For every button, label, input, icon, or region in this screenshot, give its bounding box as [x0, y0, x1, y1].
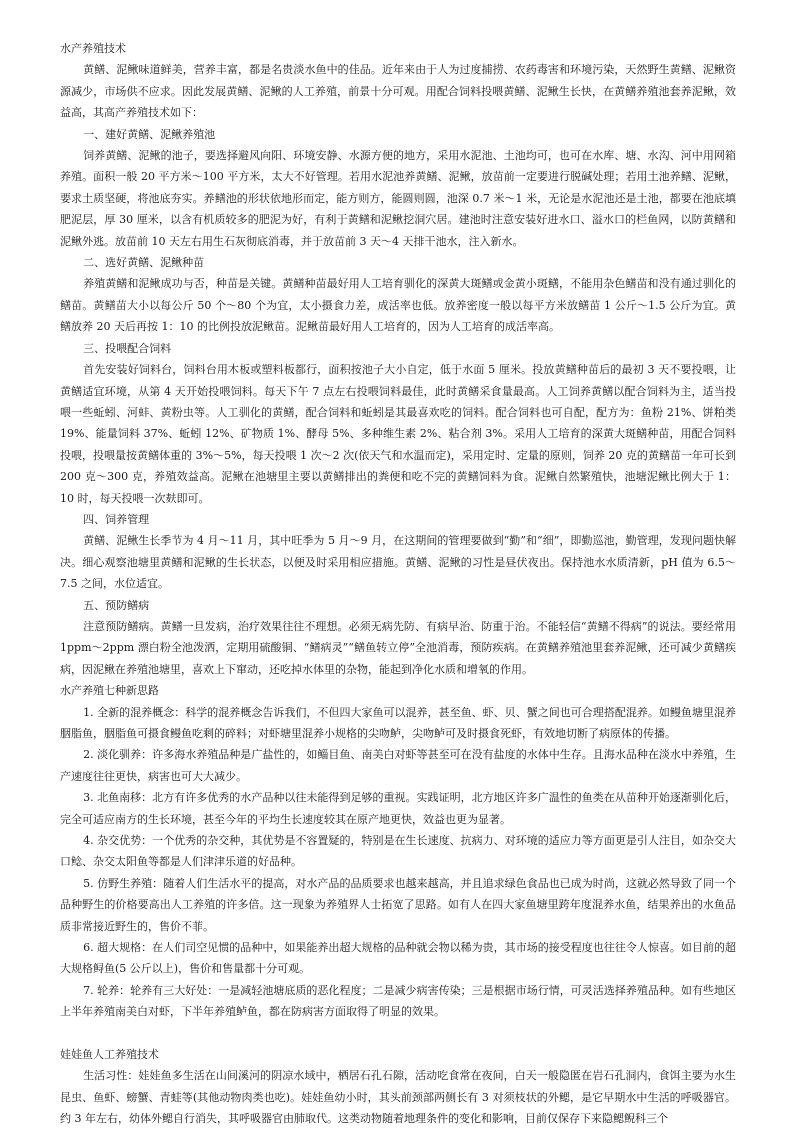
list-item: 3. 北鱼南移：北方有许多优秀的水产品种以往未能得到足够的重视。实践证明，北方地区许多广温性的鱼类在从苗种开始逐渐驯化后，完全可适应南方的生长环境，甚至今年的平均生长速度较其在原产地更快，效益也更为显著。: [60, 791, 736, 826]
section-heading-1: 一、建好黄鳝、泥鳅养殖池: [83, 127, 216, 141]
section-heading-2: 二、选好黄鳝、泥鳅种苗: [83, 256, 205, 270]
section-spacer: [60, 1023, 736, 1044]
section-body-5: 注意预防鳝病。黄鳝一旦发病，治疗效果往往不理想。必须无病先防、有病早治、防重于治。不能轻信“黄鳝不得病”的说法。要经常用 1ppm～2ppm 漂白粉全池泼洒，定期用硫酸铜、“鳝病灵”“鳝鱼转立停”全池消毒，预防疾病。在黄鳝养殖池里套养泥鳅，还可减少黄鳝疾病，因泥鳅在养殖池塘里，喜欢上下窜动，还吃掉水体里的杂物，能起到净化水质和增氧的作用。: [60, 619, 736, 676]
section-body-1: 饲养黄鳝、泥鳅的池子，要选择避风向阳、环境安静、水源方便的地方，采用水泥池、土池均可，也可在水库、塘、水沟、河中用网箱养殖。面积一般 20 平方米～100 平方米，太大不好管理。若用水泥池养黄鳝、泥鳅，放苗前一定要进行脱碱处理；若用土池养鳝、泥鳅，要求土质坚硬，将池底夯实。养鳝池的形状依地形而定，能方则方，能圆则圆，池深 0.7 米～1 米，无论是水泥池还是土池，都要在池底填肥泥层，厚 30 厘米，以含有机质较多的肥泥为好，有利于黄鳝和泥鳅挖洞穴居。建池时注意安装好进水口、溢水口的栏鱼网，以防黄鳝和泥鳅外逃。放苗前 10 天左右用生石灰彻底消毒，并于放苗前 3 天～4 天排干池水，注入新水。: [60, 149, 736, 248]
section-heading-3: 三、投喂配合饲料: [83, 341, 172, 355]
list-item: 4. 杂交优势：一个优秀的杂交种，其优势是不容置疑的，特别是在生长速度、抗病力、对环境的适应力等方面更是引人注目，如杂交大口鲶、杂交太阳鱼等都是人们津津乐道的好品种。: [60, 834, 736, 869]
section-heading-4: 四、饲养管理: [83, 512, 150, 526]
article-body-3: 生活习性：娃娃鱼多生活在山间溪河的阴凉水域中，栖居石孔石隙，活动吃食常在夜间，白天一般隐匿在岩石孔洞内，食饵主要为水生昆虫、鱼虾、螃蟹、青蛙等(其他动物肉类也吃)。娃娃鱼幼小时，其头前颈部两侧长有 3 对须枝状的外鳃，是它早期水中生活的呼吸器官。约 3 年左右，幼体外鳃自行消失，其呼吸器官由肺取代。这类动物随着地理条件的变化和影响，目前仅保存下来隐鳃鲵科三个: [60, 1069, 736, 1125]
article-title-3: 娃娃鱼人工养殖技术: [60, 1047, 159, 1061]
list-item: 5. 仿野生养殖：随着人们生活水平的提高，对水产品的品质要求也越来越高，并且追求绿色食品也已成为时尚，这就必然导致了同一个品种野生的价格要高出人工养殖的许多倍。这一现象为养殖界人士拓宽了思路。如有人在四大家鱼塘里跨年度混养水鱼，结果养出的水鱼品质非常接近野生的，售价不菲。: [60, 876, 736, 933]
section-body-2: 养殖黄鳝和泥鳅成功与否，种苗是关键。黄鳝种苗最好用人工培育驯化的深黄大斑鳝或金黄小斑鳝，不能用杂色鳝苗和没有通过驯化的鳝苗。黄鳝苗大小以每公斤 50 个～80 个为宜，太小摄食力差，成活率也低。放养密度一般以每平方米放鳝苗 1 公斤～1.5 公斤为宜。黄鳝放养 20 天后再按 1：10 的比例投放泥鳅苗。泥鳅苗最好用人工培育的，因为人工培育的成活率高。: [60, 277, 736, 334]
section-body-3: 首先安装好饲料台，饲料台用木板或塑料板都行，面积按池子大小自定，低于水面 5 厘米。投放黄鳝种苗后的最初 3 天不要投喂，让黄鳝适宜环境，从第 4 天开始投喂饲料。每天下午 7 点左右投喂饲料最佳，此时黄鳝采食量最高。人工饲养黄鳝以配合饲料为主，适当投喂一些蚯蚓、河蚌、黄粉虫等。人工驯化的黄鳝，配合饲料和蚯蚓是其最喜欢吃的饲料。配合饲料也可自配，配方为：鱼粉 21%、饼粕类 19%、能量饲料 37%、蚯蚓 12%、矿物质 1%、酵母 5%、多种维生素 2%、粘合剂 3%。采用人工培育的深黄大斑鳝种苗，用配合饲料投喂，投喂量按黄鳝体重的 3%～5%，每天投喂 1 次～2 次(依天气和水温而定)，采用定时、定量的原则，饲养 20 克的黄鳝苗一年可长到 200 克～300 克，养殖效益高。泥鳅在池塘里主要以黄鳝排出的粪便和吃不完的黄鳝饲料为食。泥鳅自然繁殖快，池塘泥鳅比例大于 1：10 时，每天投喂一次麸即可。: [60, 363, 736, 505]
section-heading-5: 五、预防鳝病: [83, 598, 150, 612]
section-body-4: 黄鳝、泥鳅生长季节为 4 月～11 月，其中旺季为 5 月～9 月，在这期间的管理要做到“勤”和“细”，即勤巡池，勤管理，发现问题快解决。细心观察池塘里黄鳝和泥鳅的生长状态，以便及时采用相应措施。黄鳝、泥鳅的习性是昼伏夜出。保持池水水质清新，pH 值为 6.5～7.5 之间，水位适宜。: [60, 534, 736, 591]
list-item: 7. 轮养：轮养有三大好处：一是减轻池塘底质的恶化程度；二是减少病害传染；三是根据市场行情，可灵活选择养殖品种。如有些地区上半年养殖南美白对虾，下半年养殖鲈鱼，都在防病害方面取得了明显的效果。: [60, 983, 736, 1019]
list-item: 1. 全新的混养概念：科学的混养概念告诉我们，不但四大家鱼可以混养，甚至鱼、虾、贝、蟹之间也可合理搭配混养。如鳗鱼塘里混养胭脂鱼，胭脂鱼可摄食鳗鱼吃剩的碎料；对虾塘里混养小规格的尖吻鲈，尖吻鲈可及时摄食死虾，有效地切断了病原体的传播。: [60, 705, 736, 740]
list-item: 2. 淡化驯养：许多海水养殖品种是广盐性的，如鲻目鱼、南美白对虾等甚至可在没有盐度的水体中生存。且海水品种在淡水中养殖，生产速度往往更快，病害也可大大减少。: [60, 748, 736, 783]
list-item: 6. 超大规格：在人们司空见惯的品种中，如果能养出超大规格的品种就会物以稀为贵，其市场的接受程度也往往令人惊喜。如目前的超大规格鲟鱼(5 公斤以上)，售价和售量都十分可观。: [60, 941, 736, 976]
article-title-2: 水产养殖七种新思路: [60, 684, 159, 698]
article-intro: 黄鳝、泥鳅味道鲜美，营养丰富，都是名贵淡水鱼中的佳品。近年来由于人为过度捕捞、农药毒害和环境污染，天然野生黄鳝、泥鳅资源减少，市场供不应求。因此发展黄鳝、泥鳅的人工养殖，前景十分可观。用配合饲料投喂黄鳝、泥鳅生长快，在黄鳝养殖池套养泥鳅，效益高，其高产养殖技术如下：: [60, 63, 736, 120]
document-page: [60, 38, 736, 1129]
article-title: 水产养殖技术: [60, 42, 126, 55]
